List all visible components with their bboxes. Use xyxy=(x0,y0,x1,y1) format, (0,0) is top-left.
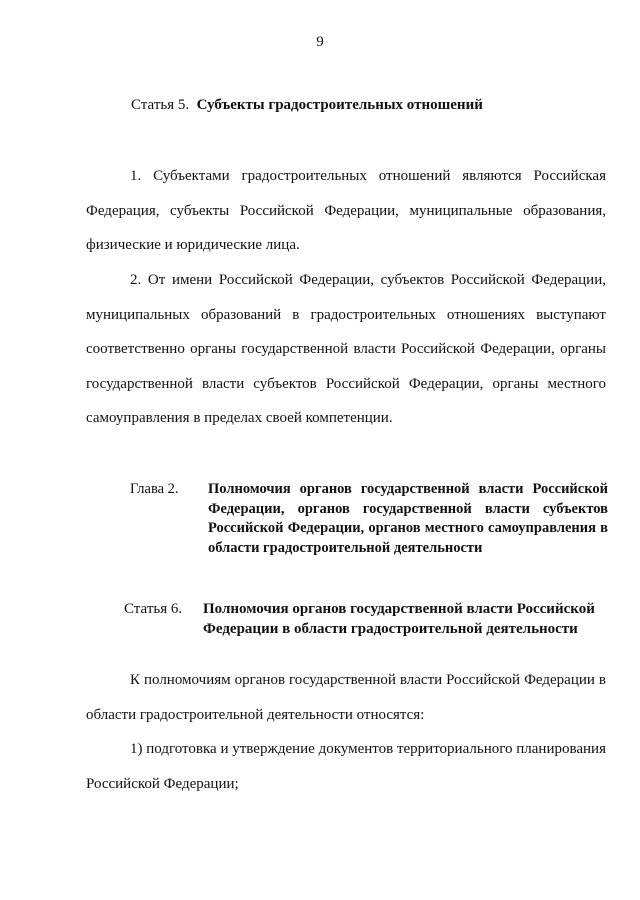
page-number: 9 xyxy=(316,34,324,50)
article-6-list-item-1: 1) подготовка и утверждение документов территориального планирования Российской Федерации; xyxy=(86,741,606,792)
article-5-title: Субъекты градостроительных отношений xyxy=(196,97,483,113)
article-5-paragraph-2: 2. От имени Российской Федерации, субъектов Российской Федерации, муниципальных образований в градостроительных отношениях выступают соответственно органы государственной власти Российской Федерации, органы государственной власти субъектов Российской Федерации, органы местного самоуправления в пределах своей компетенции. xyxy=(86,272,606,426)
article-6-title-line-1: Полномочия органов государственной власти Российской xyxy=(203,601,595,617)
article-6-title xyxy=(203,599,613,639)
article-6-paragraph-1: К полномочиям органов государственной власти Российской Федерации в области градостроительной деятельности относятся: xyxy=(86,672,606,723)
chapter-2-title: Полномочия органов государственной власти Российской Федерации, органов государственной власти субъектов Российской Федерации, органов местного самоуправления в области градостроительной деятельности xyxy=(208,481,608,556)
article-5-paragraph-1: 1. Субъектами градостроительных отношений являются Российская Федерация, субъекты Российской Федерации, муниципальные образования, физические и юридические лица. xyxy=(86,168,606,253)
article-5-label: Статья 5. xyxy=(131,97,190,113)
article-5-heading xyxy=(131,96,483,115)
chapter-2-label: Глава 2. xyxy=(130,481,179,497)
article-6-label: Статья 6. xyxy=(124,601,183,617)
article-6-title-line-2: Федерации в области градостроительной деятельности xyxy=(203,621,578,637)
